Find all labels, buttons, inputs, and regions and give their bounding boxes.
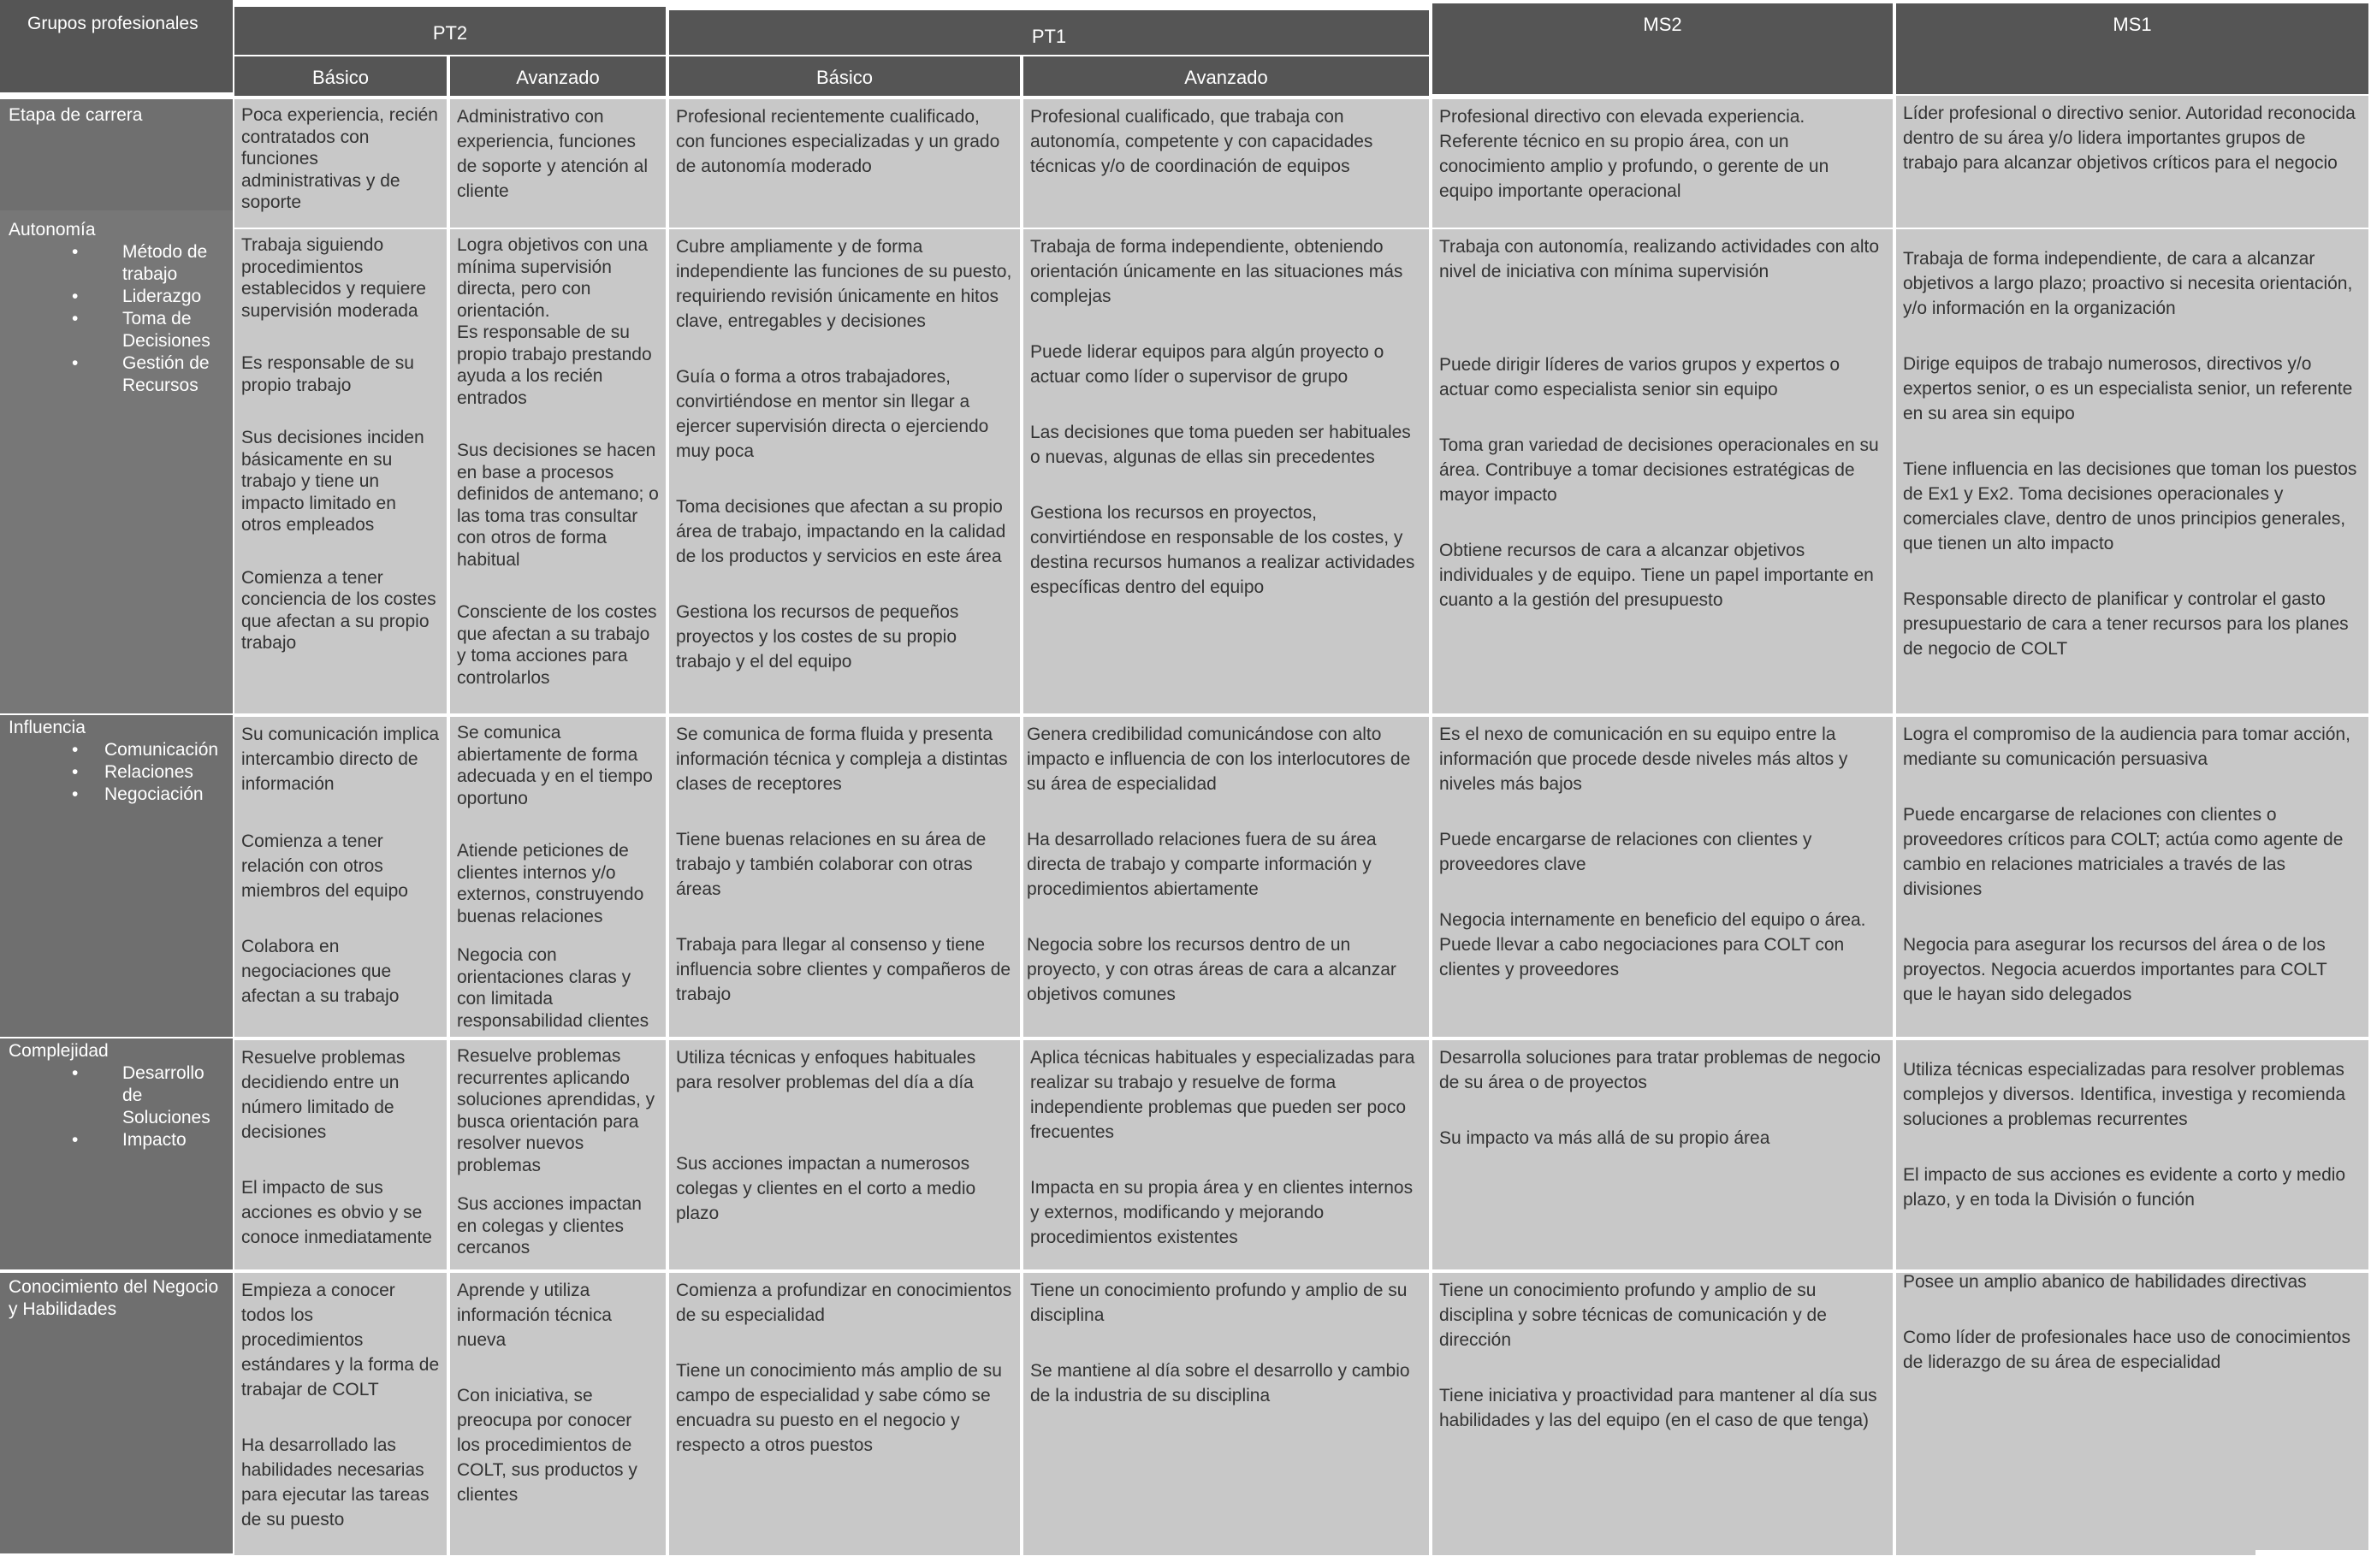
cell-text: Aprende y utiliza información técnica nueva: [457, 1281, 612, 1350]
cell-text: Puede dirigir líderes de varios grupos y expertos o actuar como especialista senior sin equipo: [1439, 355, 1840, 399]
group-header-pt2-label: PT2: [432, 22, 468, 44]
cell-text: Sus acciones impactan en colegas y clientes cercanos: [457, 1194, 642, 1257]
cell-complejidad-pt1-avanzado: [1023, 1040, 1429, 1269]
subheader-pt1-basico-label: Básico: [815, 67, 874, 88]
group-header-ms1-label: MS1: [2113, 14, 2152, 35]
cell-text: Trabaja de forma independiente, obteniendo orientación únicamente en las situaciones más complejas: [1030, 237, 1403, 306]
cell-text: Tiene buenas relaciones en su área de trabajo y también colaborar con otras áreas: [676, 830, 987, 899]
cell-autonomia-pt2-basico: [234, 229, 447, 713]
row-header-autonomia-bullets: [9, 241, 224, 397]
subheader-pt1-avanzado-label: Avanzado: [1184, 67, 1268, 88]
cell-text: Resuelve problemas decidiendo entre un número limitado de decisiones: [241, 1048, 406, 1142]
cell-text: Impacta en su propia área y en clientes internos y externos, modificando y mejorando procedimientos existentes: [1030, 1178, 1414, 1247]
cell-text: Utiliza técnicas especializadas para resolver problemas complejos y diversos. Identifica, investiga y recomienda soluciones a problemas recurrentes: [1903, 1060, 2346, 1129]
row-header-autonomia-title: Autonomía: [9, 220, 96, 240]
cell-text: Sus decisiones inciden básicamente en su trabajo y tiene un impacto limitado en otros empleados: [241, 428, 424, 535]
cell-text: Es el nexo de comunicación en su equipo entre la información que procede desde niveles más altos y niveles más bajos: [1439, 725, 1848, 794]
cell-text: Líder profesional o directivo senior. Autoridad reconocida dentro de su área y/o lidera importantes grupos de trabajo para alcanzar objetivos críticos para el negocio: [1903, 104, 2356, 173]
cell-autonomia-pt1-basico: [669, 229, 1020, 713]
bullet-gestion-recursos: • Gestión de Recursos: [9, 352, 224, 397]
bullet-comunicacion: • Comunicación: [9, 739, 224, 761]
row-header-conocimiento-title: Conocimiento del Negocio y Habilidades: [9, 1277, 219, 1319]
cell-text: Negocia para asegurar los recursos del área o de los proyectos. Negocia acuerdos importantes para COLT que le hayan sido delegados: [1903, 935, 2327, 1004]
bottom-right-notch: [2255, 1550, 2371, 1568]
subheader-pt2-avanzado-label: Avanzado: [516, 67, 600, 88]
cell-text: Su comunicación implica intercambio directo de información: [241, 725, 440, 794]
group-header-pt2: [234, 7, 666, 55]
row-header-autonomia: [0, 210, 233, 713]
cell-text: Tiene influencia en las decisiones que toman los puestos de Ex1 y Ex2. Toma decisiones operacionales y comerciales clave, dentro de unos principios generales, que tienen un alto impacto: [1903, 459, 2357, 553]
cell-text: El impacto de sus acciones es obvio y se conoce inmediatamente: [241, 1178, 432, 1247]
bullet-desarrollo-soluciones: • Desarrollo de Soluciones: [9, 1062, 224, 1129]
bullet-negociacion: • Negociación: [9, 784, 224, 806]
cell-influencia-pt1-basico: [669, 717, 1020, 1037]
cell-text: Puede liderar equipos para algún proyecto o actuar como líder o supervisor de grupo: [1030, 342, 1384, 387]
row-header-etapa-title: Etapa de carrera: [9, 105, 143, 125]
cell-text: Atiende peticiones de clientes internos y/o externos, construyendo buenas relaciones: [457, 841, 644, 926]
cell-text: Comienza a profundizar en conocimientos de su especialidad: [676, 1281, 1012, 1325]
row-header-influencia-title: Influencia: [9, 718, 86, 737]
cell-text: Obtiene recursos de cara a alcanzar objetivos individuales y de equipo. Tiene un papel importante en cuanto a la gestión del presupuesto: [1439, 541, 1874, 610]
subheader-pt2-basico-label: Básico: [311, 67, 370, 88]
cell-text: Negocia internamente en beneficio del equipo o área. Puede llevar a cabo negociaciones para COLT con clientes y proveedores: [1439, 910, 1866, 979]
group-header-ms2-label: MS2: [1643, 14, 1682, 35]
group-header-ms2: [1432, 3, 1893, 94]
cell-text: Comienza a tener conciencia de los costes que afectan a su propio trabajo: [241, 567, 436, 653]
cell-conocimiento-pt1-basico: [669, 1273, 1020, 1555]
cell-text: Es responsable de su propio trabajo: [241, 353, 414, 395]
cell-text: Trabaja con autonomía, realizando actividades con alto nivel de iniciativa con mínima supervisión: [1439, 237, 1880, 281]
row-header-influencia-bullets: [9, 739, 224, 806]
subheader-pt2-avanzado: [450, 55, 666, 96]
cell-text: Poca experiencia, recién contratados con funciones administrativas y de soporte: [241, 105, 438, 212]
cell-text: Toma decisiones que afectan a su propio área de trabajo, impactando en la calidad de los productos y servicios en este área: [676, 497, 1006, 566]
cell-influencia-pt2-avanzado: [450, 717, 666, 1037]
cell-text: Sus decisiones se hacen en base a procesos definidos de antemano; o las toma tras consultar con otros de forma habitual: [457, 441, 659, 570]
cell-text: Utiliza técnicas y enfoques habituales para resolver problemas del día a día: [676, 1048, 976, 1092]
cell-text: Profesional cualificado, que trabaja con autonomía, competente y con capacidades técnicas y/o de coordinación de equipos: [1030, 107, 1373, 176]
cell-text: Trabaja siguiendo procedimientos establecidos y requiere supervisión moderada: [241, 235, 426, 321]
cell-text: Dirige equipos de trabajo numerosos, directivos y/o expertos senior, o es un especialista senior, un referente en su area sin equipo: [1903, 354, 2353, 423]
cell-etapa-pt1-avanzado: [1023, 99, 1429, 228]
group-header-ms1: [1896, 3, 2368, 94]
cell-autonomia-pt2-avanzado: [450, 229, 666, 713]
cell-autonomia-pt1-avanzado: [1023, 229, 1429, 713]
cell-text: Genera credibilidad comunicándose con alto impacto e influencia de con los interlocutores de su área de especialidad: [1027, 725, 1411, 794]
cell-complejidad-ms1: [1896, 1040, 2368, 1269]
cell-text: Como líder de profesionales hace uso de conocimientos de liderazgo de su área de especialidad: [1903, 1328, 2350, 1372]
cell-autonomia-ms1: [1896, 229, 2368, 713]
cell-etapa-ms1: [1896, 96, 2368, 228]
row-header-etapa: [0, 99, 233, 228]
subheader-pt2-basico: [234, 55, 447, 96]
cell-text: Se comunica de forma fluida y presenta información técnica y compleja a distintas clases de receptores: [676, 725, 1008, 794]
cell-text: Tiene iniciativa y proactividad para mantener al día sus habilidades y las del equipo (en el caso de que tenga): [1439, 1386, 1877, 1430]
cell-text: Tiene un conocimiento profundo y amplio de su disciplina y sobre técnicas de comunicación y de dirección: [1439, 1281, 1827, 1350]
cell-text: Empieza a conocer todos los procedimientos estándares y la forma de trabajar de COLT: [241, 1281, 440, 1399]
row-header-complejidad: [0, 1038, 233, 1269]
cell-influencia-pt1-avanzado: [1023, 717, 1429, 1037]
cell-text: Trabaja para llegar al consenso y tiene influencia sobre clientes y compañeros de trabajo: [676, 935, 1011, 1004]
bullet-relaciones: • Relaciones: [9, 761, 224, 784]
cell-text: Ha desarrollado las habilidades necesarias para ejecutar las tareas de su puesto: [241, 1435, 430, 1530]
cell-complejidad-pt2-avanzado: [450, 1040, 666, 1269]
cell-text: Colabora en negociaciones que afectan a su trabajo: [241, 937, 400, 1006]
cell-text: Cubre ampliamente y de forma independiente las funciones de su puesto, requiriendo revisión únicamente en hitos clave, entregables y decisiones: [676, 237, 1012, 331]
cell-text: Administrativo con experiencia, funciones de soporte y atención al cliente: [457, 107, 648, 201]
cell-text: Guía o forma a otros trabajadores, convirtiéndose en mentor sin llegar a ejercer supervisión directa o ejerciendo muy poca: [676, 367, 989, 461]
cell-text: Desarrolla soluciones para tratar problemas de negocio de su área o de proyectos: [1439, 1048, 1881, 1092]
cell-text: Se comunica abiertamente de forma adecuada y en el tiempo oportuno: [457, 723, 653, 808]
cell-text: Con iniciativa, se preocupa por conocer los procedimientos de COLT, sus productos y clientes: [457, 1386, 637, 1505]
cell-conocimiento-pt1-avanzado: [1023, 1273, 1429, 1555]
cell-influencia-ms2: [1432, 717, 1893, 1037]
group-header-pt1: [669, 10, 1429, 55]
cell-autonomia-ms2: [1432, 229, 1893, 713]
row-header-complejidad-bullets: [9, 1062, 224, 1151]
cell-text: Sus acciones impactan a numerosos colegas y clientes en el corto a medio plazo: [676, 1154, 976, 1223]
cell-text: Comienza a tener relación con otros miembros del equipo: [241, 831, 408, 901]
cell-text: Profesional recientemente cualificado, con funciones especializadas y un grado de autonomía moderado: [676, 107, 1000, 176]
cell-influencia-ms1: [1896, 717, 2368, 1037]
cell-complejidad-pt2-basico: [234, 1040, 447, 1269]
cell-etapa-pt2-basico: [234, 99, 447, 228]
cell-text: Se mantiene al día sobre el desarrollo y cambio de la industria de su disciplina: [1030, 1361, 1410, 1405]
corner-header-label: Grupos profesionales: [27, 14, 199, 33]
row-header-complejidad-title: Complejidad: [9, 1041, 109, 1061]
cell-text: Puede encargarse de relaciones con clientes o proveedores críticos para COLT; actúa como agente de cambio en relaciones matriciales a través de las divisiones: [1903, 805, 2344, 899]
cell-text: Puede encargarse de relaciones con clientes y proveedores clave: [1439, 830, 1812, 874]
cell-etapa-pt1-basico: [669, 99, 1020, 228]
subheader-pt1-basico: [669, 55, 1020, 96]
cell-text: Su impacto va más allá de su propio área: [1439, 1128, 1770, 1148]
cell-text: Gestiona los recursos de pequeños proyectos y los costes de su propio trabajo y el del equipo: [676, 602, 959, 672]
cell-complejidad-ms2: [1432, 1040, 1893, 1269]
cell-conocimiento-ms1: [1896, 1273, 2368, 1555]
cell-conocimiento-pt2-avanzado: [450, 1273, 666, 1555]
cell-text: Gestiona los recursos en proyectos, convirtiéndose en responsable de los costes, y destina recursos humanos a realizar actividades específicas dentro del equipo: [1030, 503, 1415, 597]
cell-text: Ha desarrollado relaciones fuera de su área directa de trabajo y comparte información y procedimientos abiertamente: [1027, 830, 1377, 899]
cell-text: El impacto de sus acciones es evidente a corto y medio plazo, y en toda la División o función: [1903, 1165, 2346, 1210]
cell-text: Profesional directivo con elevada experiencia. Referente técnico en su propio área, con un conocimiento amplio y profundo, o gerente de un equipo importante operacional: [1439, 107, 1829, 201]
row-header-influencia: [0, 715, 233, 1037]
cell-text: Negocia sobre los recursos dentro de un proyecto, y con otras áreas de cara a alcanzar objetivos comunes: [1027, 935, 1396, 1004]
group-header-pt1-label: PT1: [1031, 26, 1067, 47]
cell-conocimiento-pt2-basico: [234, 1273, 447, 1555]
cell-text: Logra el compromiso de la audiencia para tomar acción, mediante su comunicación persuasiva: [1903, 725, 2350, 769]
cell-text: Tiene un conocimiento más amplio de su campo de especialidad y sabe cómo se encuadra su puesto en el negocio y respecto a otros puestos: [676, 1361, 1002, 1455]
cell-text: Las decisiones que toma pueden ser habituales o nuevas, algunas de ellas sin precedentes: [1030, 423, 1411, 467]
bullet-metodo: • Método de trabajo: [9, 241, 224, 286]
cell-text: Posee un amplio abanico de habilidades directivas: [1903, 1273, 2307, 1292]
cell-conocimiento-ms2: [1432, 1273, 1893, 1555]
cell-text: Negocia con orientaciones claras y con limitada responsabilidad clientes: [457, 945, 649, 1031]
cell-text: Tiene un conocimiento profundo y amplio de su disciplina: [1030, 1281, 1408, 1325]
cell-text: Consciente de los costes que afectan a su trabajo y toma acciones para controlarlos: [457, 602, 657, 688]
subheader-pt1-avanzado: [1023, 55, 1429, 96]
cell-influencia-pt2-basico: [234, 717, 447, 1037]
cell-text: Trabaja de forma independiente, de cara a alcanzar objetivos a largo plazo; proactivo si necesita orientación, y/o información en la organización: [1903, 249, 2353, 318]
cell-complejidad-pt1-basico: [669, 1040, 1020, 1269]
cell-etapa-ms2: [1432, 99, 1893, 228]
row-header-conocimiento: [0, 1273, 233, 1553]
cell-text: Logra objetivos con una mínima supervisión directa, pero con orientación. Es responsable de su propio trabajo prestando ayuda a los recién entrados: [457, 235, 652, 408]
bullet-toma-decisiones: • Toma de Decisiones: [9, 308, 224, 352]
bullet-liderazgo: • Liderazgo: [9, 286, 224, 308]
cell-text: Resuelve problemas recurrentes aplicando soluciones aprendidas, y busca orientación para resolver nuevos problemas: [457, 1046, 655, 1175]
corner-header: [0, 0, 233, 92]
cell-text: Aplica técnicas habituales y especializadas para realizar su trabajo y resuelve de forma independiente problemas que pueden ser poco frecuentes: [1030, 1048, 1415, 1142]
cell-text: Toma gran variedad de decisiones operacionales en su área. Contribuye a tomar decisiones estratégicas de mayor impacto: [1439, 435, 1879, 505]
cell-text: Responsable directo de planificar y controlar el gasto presupuestario de cara a tener recursos para los planes de negocio de COLT: [1903, 589, 2349, 659]
cell-etapa-pt2-avanzado: [450, 99, 666, 228]
bullet-impacto: • Impacto: [9, 1129, 224, 1151]
